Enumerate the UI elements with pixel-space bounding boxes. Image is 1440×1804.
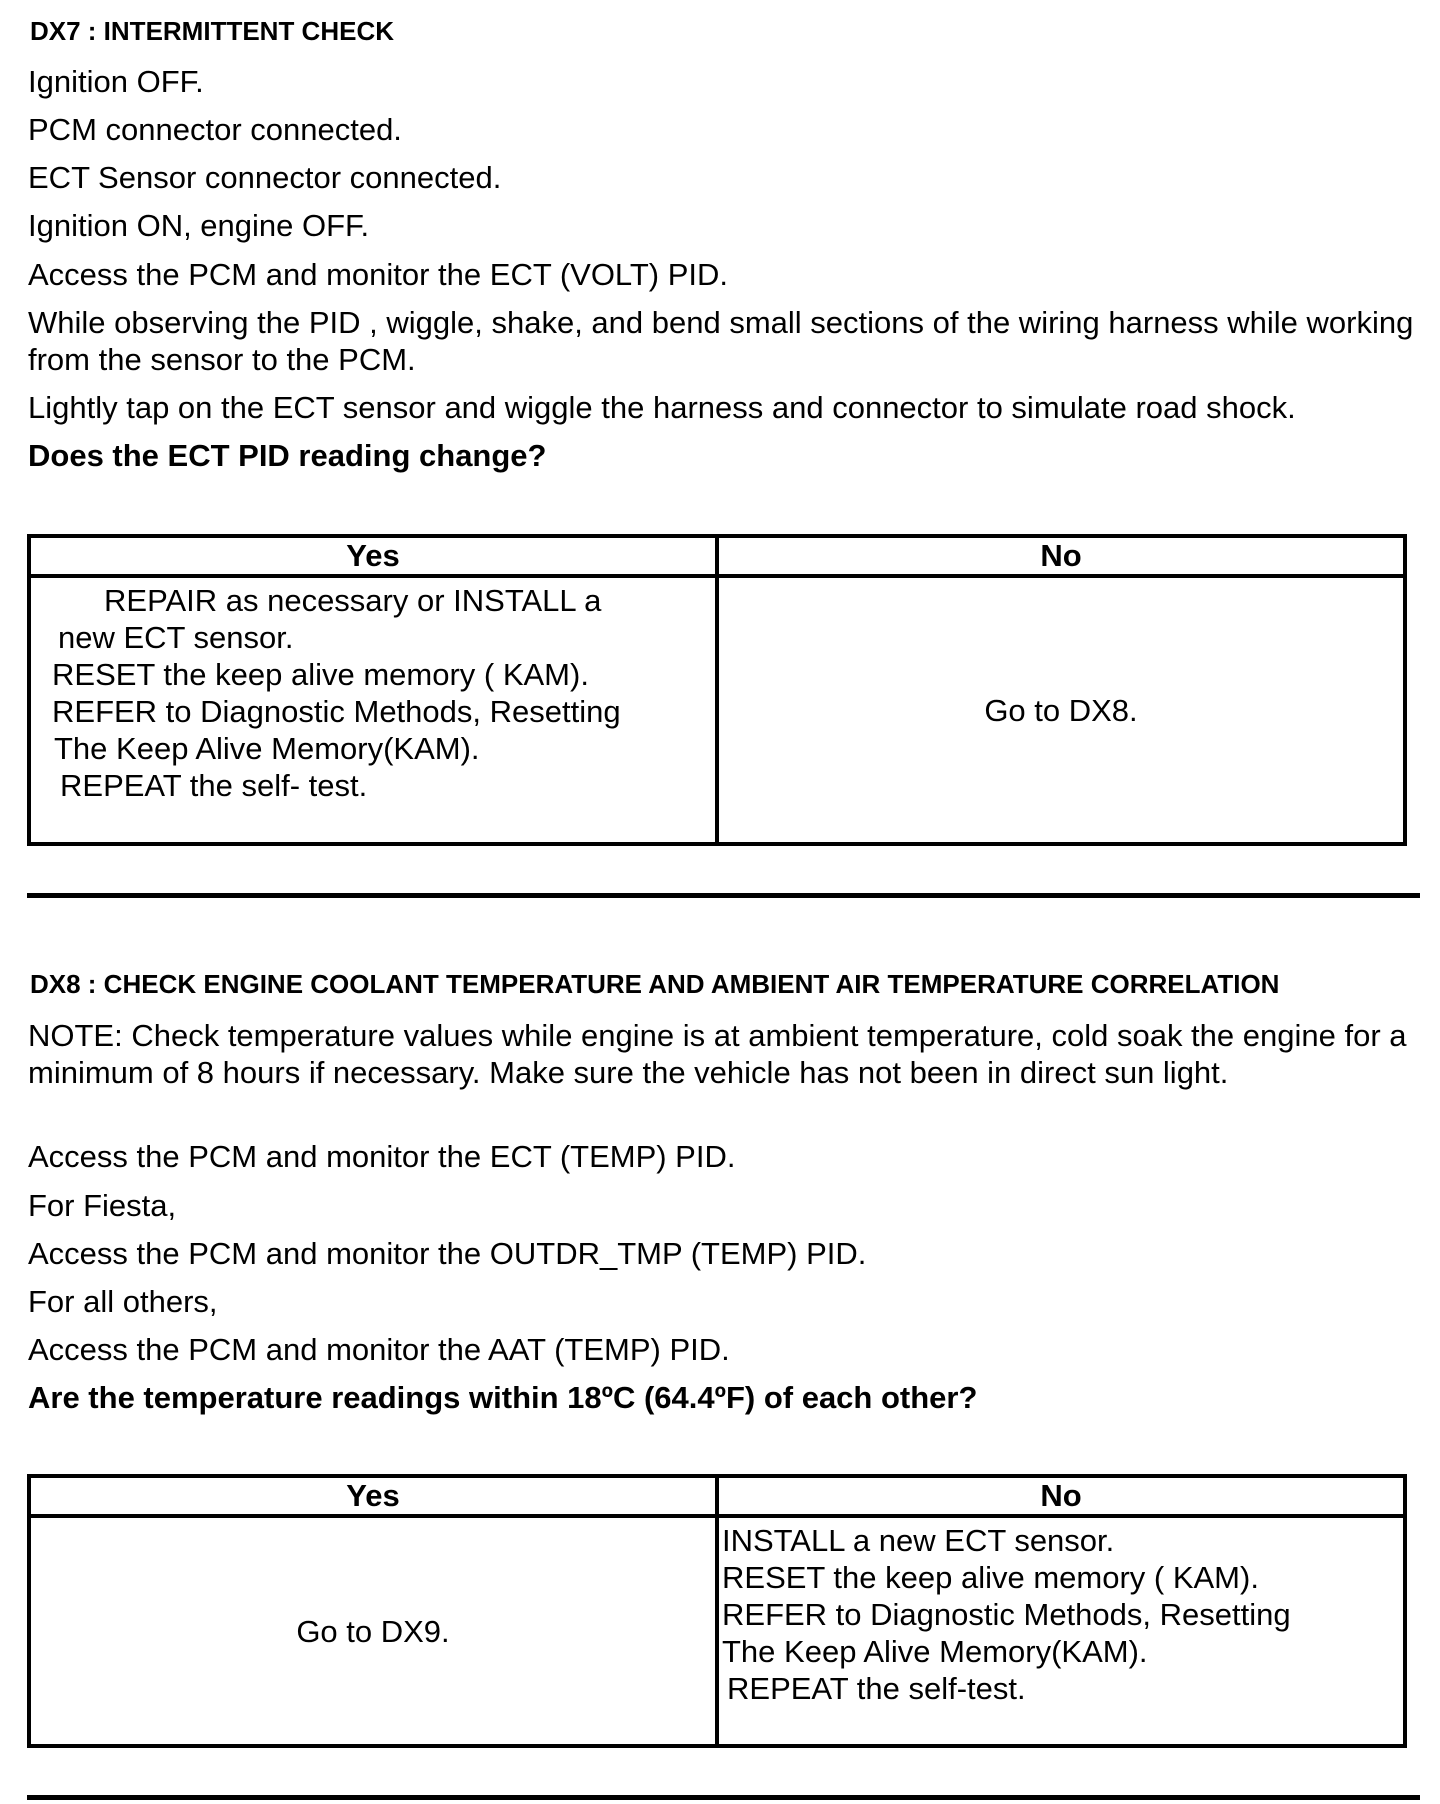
dx7-no-cell [717,576,1405,844]
dx8-heading: DX8 : CHECK ENGINE COOLANT TEMPERATURE AND AMBIENT AIR TEMPERATURE CORRELATION [30,969,1280,999]
dx7-question: Does the ECT PID reading change? [28,438,547,473]
dx7-yes-line-1: REPAIR as necessary or INSTALL a [104,583,602,618]
dx8-no-line-3: REFER to Diagnostic Methods, Resetting [722,1597,1291,1632]
dx7-yes-line-4: REFER to Diagnostic Methods, Resetting [52,694,621,729]
dx7-no-text: Go to DX8. [984,692,1138,728]
dx7-step-4: Ignition ON, engine OFF. [28,208,370,243]
dx7-step-6: While observing the PID , wiggle, shake, and bend small sections of the wiring harness while working from the sensor to the PCM. [28,305,1414,377]
dx8-step-4: Access the PCM and monitor the OUTDR_TMP (TEMP) PID. [28,1236,867,1271]
dx8-decision-table [27,1474,1407,1748]
dx8-question: Are the temperature readings within 18ºC (64.4ºF) of each other? [28,1380,978,1415]
dx8-step-5: For all others, [28,1284,218,1319]
dx8-no-line-1: INSTALL a new ECT sensor. [722,1523,1115,1558]
dx7-decision-table [27,534,1407,846]
dx8-no-line-5: REPEAT the self-test. [727,1671,1026,1706]
dx7-yes-header: Yes [29,536,717,576]
dx8-no-header: No [717,1476,1405,1516]
dx7-yes-line-2: new ECT sensor. [58,620,294,655]
dx7-step-1: Ignition OFF. [28,64,204,99]
dx7-yes-line-5: The Keep Alive Memory(KAM). [54,731,480,766]
dx7-no-header: No [717,536,1405,576]
dx7-step-3: ECT Sensor connector connected. [28,160,502,195]
dx7-yes-line-6: REPEAT the self- test. [60,768,368,803]
dx7-step-2: PCM connector connected. [28,112,402,147]
dx8-step-6: Access the PCM and monitor the AAT (TEMP) PID. [28,1332,730,1367]
dx8-no-cell [717,1516,1405,1746]
dx7-step-5: Access the PCM and monitor the ECT (VOLT) PID. [28,257,729,292]
dx8-no-line-4: The Keep Alive Memory(KAM). [722,1634,1148,1669]
dx8-yes-text: Go to DX9. [296,1613,450,1649]
dx8-no-line-2: RESET the keep alive memory ( KAM). [722,1560,1259,1595]
section-divider-2 [27,1795,1420,1800]
dx7-yes-line-3: RESET the keep alive memory ( KAM). [52,657,589,692]
dx7-step-7: Lightly tap on the ECT sensor and wiggle the harness and connector to simulate road shock. [28,390,1296,425]
dx8-note: NOTE: Check temperature values while engine is at ambient temperature, cold soak the engine for a minimum of 8 hours if necessary. Make sure the vehicle has not been in direct sun light. [28,1018,1407,1090]
section-divider-1 [27,893,1420,898]
dx7-heading: DX7 : INTERMITTENT CHECK [30,16,394,46]
dx7-yes-cell [29,576,717,844]
dx8-step-3: For Fiesta, [28,1188,177,1223]
dx8-yes-header: Yes [29,1476,717,1516]
dx8-yes-cell [29,1516,717,1746]
dx8-step-2: Access the PCM and monitor the ECT (TEMP) PID. [28,1139,736,1174]
